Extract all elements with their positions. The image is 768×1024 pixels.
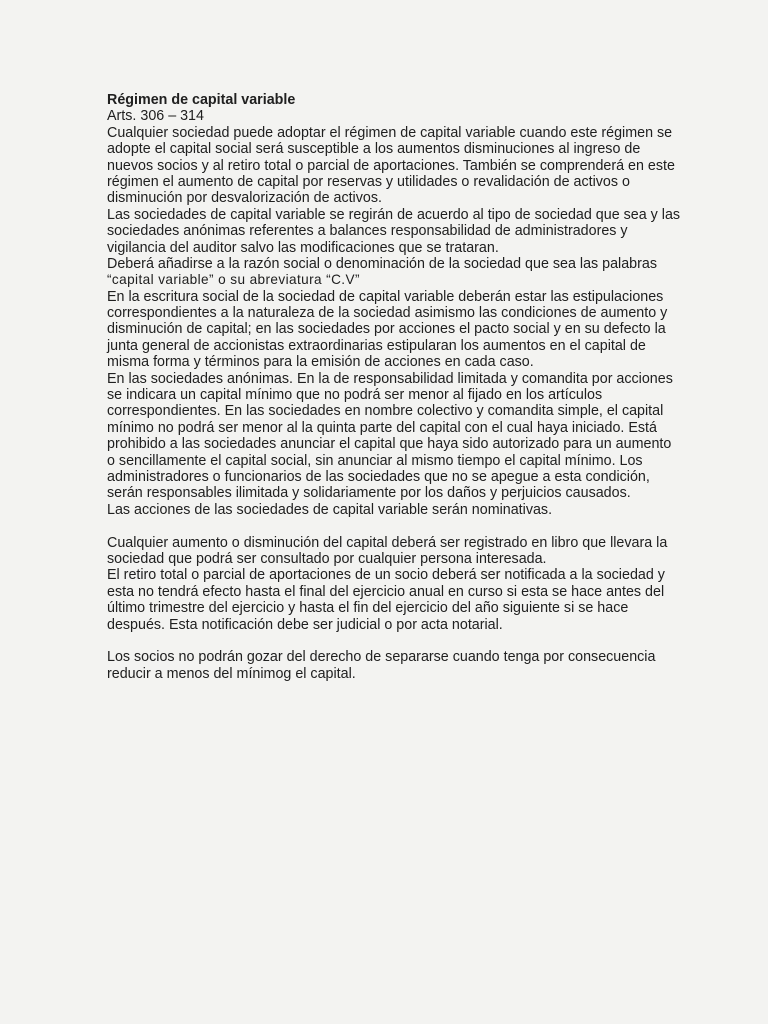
- paragraph-4: [107, 289, 682, 371]
- paragraph-line: correspondientes a la naturaleza de la sociedad asimismo las condiciones de aumento y: [107, 305, 668, 322]
- paragraph-line: administradores o funcionarios de las sociedades que no se apegue a esta condición,: [107, 468, 650, 485]
- paragraph-line: sociedades anónimas referentes a balances responsabilidad de administradores y: [107, 223, 628, 240]
- paragraph-line: adopte el capital social será susceptible a los aumentos disminuciones al ingreso de: [107, 141, 641, 158]
- paragraph-line: serán responsables ilimitada y solidariamente por los daños y perjuicios causados.: [107, 485, 631, 502]
- paragraph-line: después. Esta notificación debe ser judicial o por acta notarial.: [107, 616, 503, 633]
- paragraph-line: mínimo no podrá ser menor al la quinta parte del capital con el cual haya iniciado. Está: [107, 419, 657, 436]
- paragraph-line: prohibido a las sociedades anunciar el capital que haya sido autorizado para un aumento: [107, 436, 672, 453]
- document-subtitle: Arts. 306 – 314: [107, 108, 204, 125]
- paragraph-line: disminución de capital; en las sociedades por acciones el pacto social y en su defecto la: [107, 321, 666, 338]
- paragraph-9: [107, 649, 682, 682]
- paragraph-line: El retiro total o parcial de aportaciones de un socio deberá ser notificada a la sociedad y: [107, 567, 665, 584]
- paragraph-line: esta no tendrá efecto hasta el final del ejercicio anual en curso si esta se hace antes del: [107, 583, 665, 600]
- paragraph-line: se indicara un capital mínimo que no podrá ser menor al fijado en los artículos: [107, 387, 603, 404]
- document-title: Régimen de capital variable: [107, 92, 296, 108]
- paragraph-line: o sencillamente el capital social, sin anunciar al mismo tiempo el capital mínimo. Los: [107, 452, 643, 469]
- paragraph-line: Cualquier aumento o disminución del capital deberá ser registrado en libro que llevara la: [107, 534, 668, 551]
- paragraph-7: [107, 535, 682, 568]
- paragraph-5: [107, 371, 682, 502]
- paragraph-line: Las sociedades de capital variable se regirán de acuerdo al tipo de sociedad que sea y las: [107, 206, 681, 223]
- paragraph-line: En la escritura social de la sociedad de capital variable deberán estar las estipulaciones: [107, 288, 664, 305]
- paragraph-line: correspondientes. En las sociedades en nombre colectivo y comandita simple, el capital: [107, 403, 664, 420]
- paragraph-line: vigilancia del auditor salvo las modificaciones que se trataran.: [107, 239, 499, 256]
- paragraph-line: sociedad que podrá ser consultado por cualquier persona interesada.: [107, 550, 547, 567]
- paragraph-6: [107, 502, 682, 518]
- paragraph-1: [107, 125, 682, 207]
- paragraph-line: En las sociedades anónimas. En la de responsabilidad limitada y comandita por acciones: [107, 370, 673, 387]
- paragraph-line: disminución por desvalorización de activos.: [107, 190, 382, 207]
- paragraph-line: “capital variable” o su abreviatura “C.V”: [107, 272, 360, 288]
- paragraph-line: Los socios no podrán gozar del derecho de separarse cuando tenga por consecuencia: [107, 649, 656, 666]
- paragraph-line: último trimestre del ejercicio y hasta el fin del ejercicio del año siguiente si se hace: [107, 600, 629, 617]
- paragraph-spacer: [107, 518, 682, 534]
- paragraph-line: Cualquier sociedad puede adoptar el régimen de capital variable cuando este régimen se: [107, 124, 673, 141]
- paragraph-line: junta general de accionistas extraordinarias estipularan los aumentos en el capital de: [107, 337, 646, 354]
- paragraph-3: [107, 256, 682, 289]
- paragraph-line: Las acciones de las sociedades de capital variable serán nominativas.: [107, 501, 553, 518]
- paragraph-line: Deberá añadirse a la razón social o denominación de la sociedad que sea las palabras: [107, 255, 657, 272]
- paragraph-line: régimen el aumento de capital por reservas y utilidades o revalidación de activos o: [107, 173, 630, 190]
- paragraph-8: [107, 567, 682, 633]
- paragraph-line: misma forma y términos para la emisión de acciones en cada caso.: [107, 354, 534, 371]
- document-body: [107, 92, 682, 682]
- paragraph-2: [107, 207, 682, 256]
- paragraph-line: nuevos socios y al retiro total o parcial de aportaciones. También se comprenderá en este: [107, 157, 675, 174]
- paragraph-spacer: [107, 633, 682, 649]
- paragraph-line: reducir a menos del mínimog el capital.: [107, 665, 356, 682]
